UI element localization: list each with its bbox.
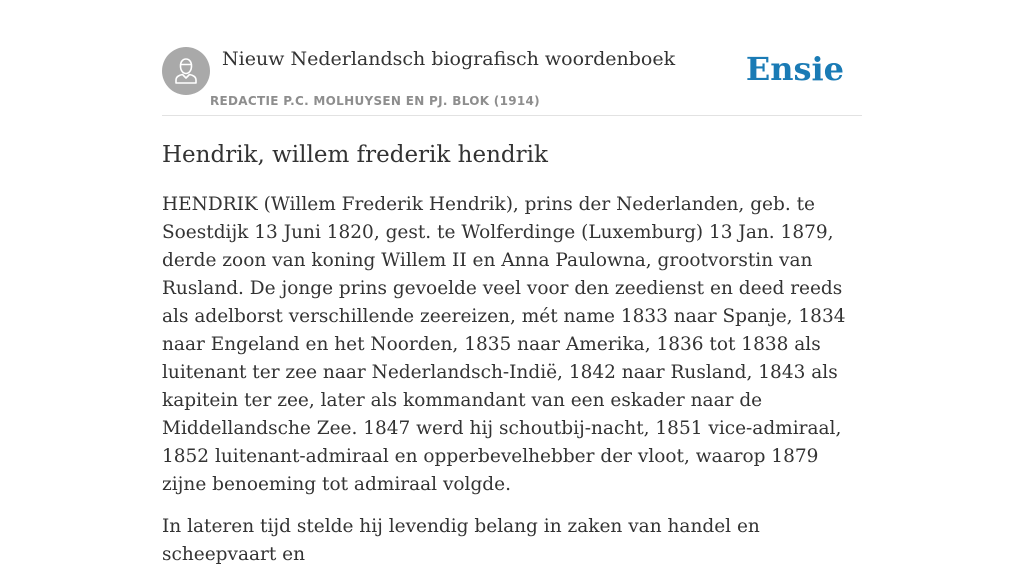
source-title[interactable]: Nieuw Nederlandsch biografisch woordenboek [222, 48, 676, 70]
source-header [162, 47, 862, 116]
page [162, 0, 862, 569]
article-title: Hendrik, willem frederik hendrik [162, 142, 548, 168]
article-paragraph: HENDRIK (Willem Frederik Hendrik), prins der Nederlanden, geb. te Soestdijk 13 Juni 1820, gest. te Wolferdinge (Luxemburg) 13 Jan. 1879, derde zoon van koning Willem II en Anna Paulowna, grootvorstin van Rusland. De jonge prins gevoelde veel voor den zeedienst en deed reeds als adelborst verschillende zeereizen, mét name 1833 naar Spanje, 1834 naar Engeland en het Noorden, 1835 naar Amerika, 1836 tot 1838 als luitenant ter zee naar Nederlandsch-Indië, 1842 naar Rusland, 1843 als kapitein ter zee, later als kommandant van een eskader naar de Middellandsche Zee. 1847 werd hij schoutbij-nacht, 1851 vice-admiraal, 1852 luitenant-admiraal en opperbevelhebber der vloot, waarop 1879 zijne benoeming tot admiraal volgde. [162, 194, 846, 495]
user-silhouette-icon[interactable] [162, 47, 210, 95]
ensie-logo[interactable]: Ensie [745, 50, 844, 88]
source-editors: REDACTIE P.C. MOLHUYSEN EN PJ. BLOK (1914) [210, 94, 540, 108]
article-paragraph: In lateren tijd stelde hij levendig belang in zaken van handel en scheepvaart en [162, 516, 760, 565]
